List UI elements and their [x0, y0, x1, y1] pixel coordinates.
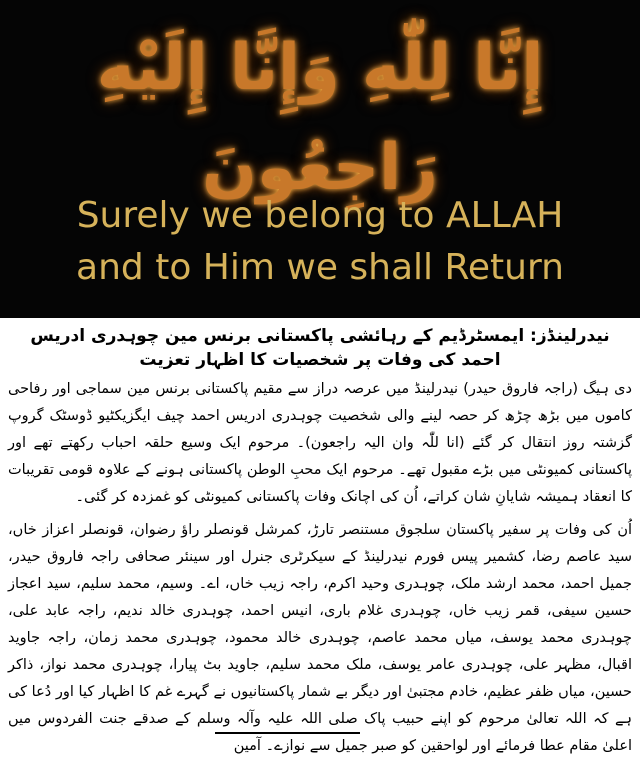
- banner-arabic-calligraphy: إِنَّا لِلّٰهِ وَإِنَّا إِلَيْهِ رَاجِعُونَ: [96, 31, 544, 205]
- banner-english-line-2: and to Him we shall Return: [76, 247, 564, 288]
- news-article: [0, 318, 640, 754]
- article-headline: نیدرلینڈز: ایمسٹرڈیم کے رہائشی پاکستانی برنس مین چوہدری ادریس احمد کی وفات پر شخصیات کا اظہار تعزیت: [30, 326, 610, 370]
- banner-english-line-1: Surely we belong to ALLAH: [76, 195, 564, 236]
- condolence-banner: [0, 0, 640, 318]
- banner-english-text: [0, 190, 640, 294]
- article-paragraph-1: دی ہیگ (راجہ فاروق حیدر) نیدرلینڈ میں عرصہ دراز سے مقیم پاکستانی برنس مین سماجی اور رفاحی کاموں میں بڑھ چڑھ کر حصہ لینے والی شخصیت چوہدری ادریس احمد چیف ایگزیکٹیو ڈوسٹک گروپ گزشتہ روز انتقال کر گئے (انا للّٰہ وان الیہ راجعون)۔ مرحوم ایک وسیع حلقہ احباب رکھتے تھے اور پاکستانی کمیونٹی میں بڑے مقبول تھے۔ مرحوم ایک محبِ الوطن پاکستانی ہونے کے علاوہ قومی تقریبات کا انعقاد ہمیشہ شایانِ شان کراتے، اُن کی اچانک وفات پاکستانی کمیونٹی کو غمزدہ کر گئی۔: [8, 381, 632, 505]
- article-paragraph-2: اُن کی وفات پر سفیر پاکستان سلجوق مستنصر تارڑ، کمرشل قونصلر راؤ رضوان، قونصلر اعزاز خاں، سید عاصم رضا، کشمیر پیس فورم نیدرلینڈ کے سیکرٹری جنرل اور سینئر صحافی راجہ فاروق حیدر، جمیل احمد، محمد ارشد ملک، چوہدری وحید اکرم، راجہ زیب خاں، اے۔ وسیم، محمد سلیم، سید اعجاز حسین سیفی، قمر زیب خاں، چوہدری غلام باری، انیس احمد، چوہدری خالد ندیم، راجہ عابد علی، چوہدری محمد یوسف، میاں محمد عاصم، چوہدری خالد محمود، چوہدری محمد زمان، راجہ جاوید اقبال، مظہر علی، چوہدری عامر یوسف، ملک محمد سلیم، جاوید بٹ پیارا، چوہدری محمد نواز، ذاکر حسین، میاں ظفر عظیم، خادم مجتبیٰ اور دیگر بے شمار پاکستانیوں نے گہرے غم کا اظہار کیا اور دُعا کی ہے کہ اللہ تعالیٰ مرحوم کو اپنے حبیب پاک صلی اللہ علیہ وآلہ وسلم کے صدقے جنت الفردوس میں اعلیٰ مقام عطا فرمائے اور لواحقین کو صبر جمیل سے نوازے۔ آمین: [8, 522, 632, 754]
